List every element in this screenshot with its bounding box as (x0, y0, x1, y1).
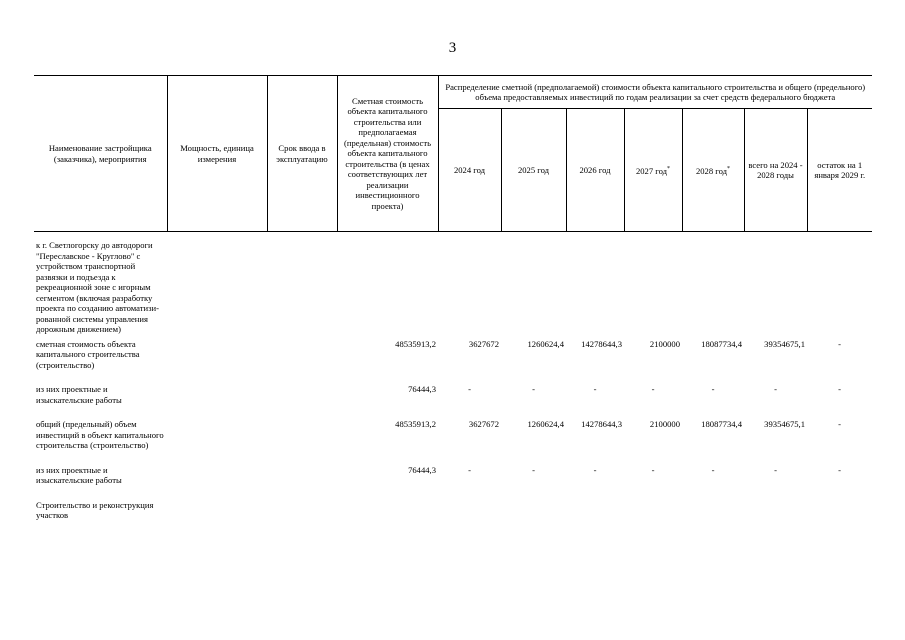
row-name: к г. Светлогорску до автодороги "Переславское - Круглово" с устройством транспортной развязки и подъезда к рекреационной зоне с игорным сегментом (включая разработку проекта по созданию автоматизи- рованной системы управления дорожным движением) (36, 240, 159, 334)
cell-2027: - (651, 384, 655, 394)
table-row (34, 419, 872, 465)
row-name: сметная стоимость объекта капитального строительства (строительство) (36, 338, 140, 370)
cell-cost: 48535913,2 (395, 338, 436, 349)
header-year-2027: 2027 год* (624, 109, 682, 232)
cell-remainder: - (838, 464, 841, 475)
row-name: из них проектные и изыскательские работы (36, 464, 122, 485)
header-name: Наименование застройщика (заказчика), мероприятия (34, 76, 167, 232)
header-distribution: Распределение сметной (предполагаемой) стоимости объекта капитального строительства и общего (предельного) объема предоставляемых инвестиций по годам реализации за счет средств федерального бюджета (438, 76, 872, 109)
row-name: Строительство и реконструкция участков (36, 499, 154, 520)
cell-2028: - (711, 384, 715, 394)
cell-2025: - (532, 464, 535, 475)
header-remainder: остаток на 1 января 2029 г. (807, 109, 872, 232)
table-row (34, 384, 872, 419)
header-total: всего на 2024 - 2028 годы (744, 109, 807, 232)
cell-2025: - (532, 384, 535, 394)
cell-total: - (774, 384, 777, 394)
cell-cost: 76444,3 (408, 464, 436, 475)
cell-2028: 18087734,4 (701, 338, 742, 349)
cell-total: 39354675,1 (764, 419, 805, 429)
header-term: Срок ввода в эксплуатацию (267, 76, 337, 232)
cell-2026: 14278644,3 (581, 338, 622, 349)
row-name: общий (предельный) объем инвестиций в объект капитального строительства (строительство) (36, 419, 164, 450)
header-year-2024: 2024 год (438, 109, 501, 232)
cell-2028: - (711, 464, 715, 475)
cell-remainder: - (838, 338, 841, 349)
header-year-2025: 2025 год (501, 109, 566, 232)
cell-2026: - (593, 464, 597, 475)
cell-remainder: - (838, 419, 841, 429)
cell-total: 39354675,1 (764, 338, 805, 349)
header-cost: Сметная стоимость объекта капитального строительства или предполагаемая (предельная) стоимость объекта капитального строительства (в ценах соответствующих лет реализации инвестиционного проекта) (337, 76, 438, 232)
cell-2024: - (468, 464, 471, 475)
header-year-2026: 2026 год (566, 109, 624, 232)
cell-cost: 76444,3 (408, 384, 436, 394)
header-capacity: Мощность, единица измерения (167, 76, 267, 232)
cell-2026: 14278644,3 (581, 419, 622, 429)
cell-2028: 18087734,4 (701, 419, 742, 429)
investment-table (34, 75, 872, 521)
header-year-2028: 2028 год* (682, 109, 744, 232)
table-row (34, 500, 872, 521)
cell-2027: - (651, 464, 655, 475)
table-row (34, 339, 872, 385)
cell-2027: 2100000 (649, 419, 680, 429)
cell-2027: 2100000 (649, 338, 680, 349)
cell-2024: 3627672 (468, 419, 499, 429)
table-row (34, 240, 872, 339)
cell-cost: 48535913,2 (395, 419, 436, 429)
cell-2024: 3627672 (468, 338, 499, 349)
table-row (34, 465, 872, 500)
cell-2025: 1260624,4 (527, 338, 564, 349)
row-name: из них проектные и изыскательские работы (36, 384, 122, 405)
cell-2026: - (593, 384, 597, 394)
cell-remainder: - (838, 384, 841, 394)
cell-total: - (774, 464, 777, 475)
page-number: 3 (448, 40, 457, 56)
cell-2025: 1260624,4 (527, 419, 564, 429)
cell-2024: - (468, 384, 471, 394)
